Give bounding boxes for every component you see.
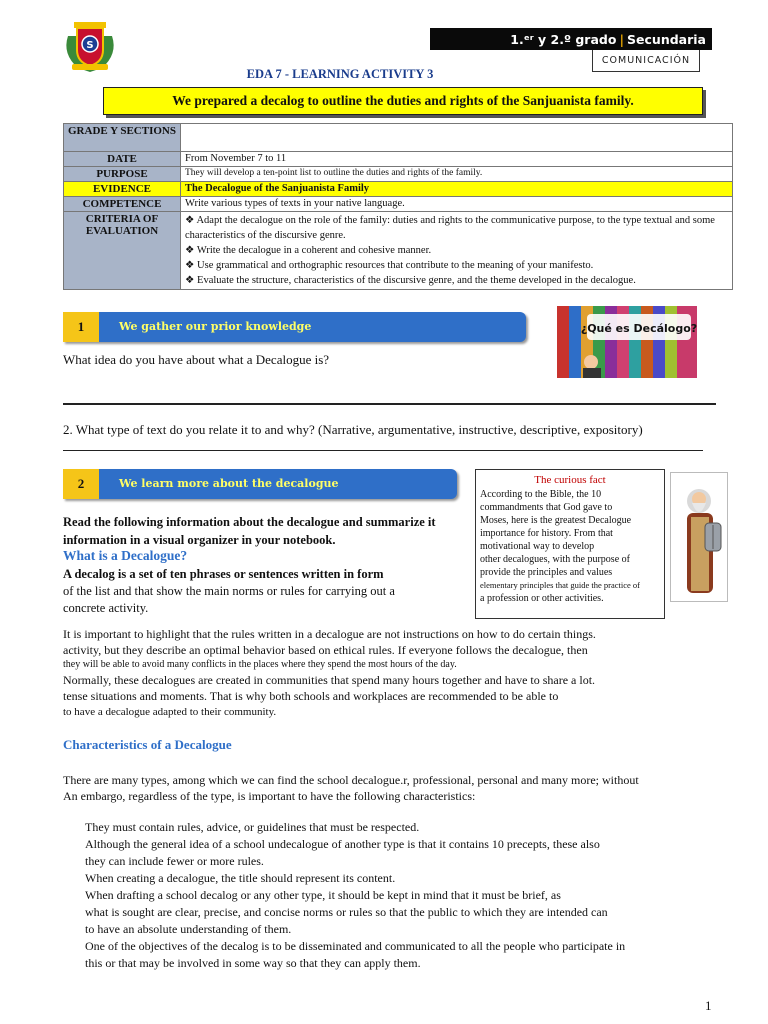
grade-text: 1.ᵉʳ y 2.º grado — [510, 31, 617, 47]
curious-line: elementary principles that guide the practice of — [480, 580, 641, 590]
criteria-list — [181, 212, 733, 290]
paragraph-line: they will be able to avoid many conflicts in the places where they spend the most hours of the day. — [63, 659, 457, 670]
definition-block — [63, 566, 395, 617]
curious-line: other decalogues, with the purpose of — [480, 554, 630, 565]
bullet-box-icon — [63, 819, 85, 836]
list-item — [63, 870, 723, 887]
decalogue-image-label: ¿Qué es Decálogo? — [580, 322, 697, 335]
paragraph-line: There are many types, among which we can find the school decalogue.r, professional, personal and many more; without — [63, 773, 639, 787]
curious-line: provide the principles and values — [480, 567, 613, 578]
list-item-text: One of the objectives of the decalog is to be disseminated and communicated to all the people who participate in — [85, 939, 626, 953]
section-1-number: 1 — [63, 312, 99, 342]
svg-text:S: S — [86, 40, 94, 51]
criteria-label: CRITERIA OF EVALUATION — [64, 212, 181, 290]
criteria-item: ❖ Write the decalogue in a coherent and cohesive manner. — [185, 245, 432, 256]
answer-line-2 — [63, 450, 703, 451]
criteria-item: ❖ Adapt the decalogue on the role of the family: duties and rights to the communicative purpose, to the type textual and some characteristics of the discursive genre. — [185, 215, 715, 241]
list-item-text: what is sought are clear, precise, and concise norms or rules so that the public to which they are intended can — [85, 905, 608, 919]
section-2-title: We learn more about the decalogue — [119, 477, 339, 490]
list-item-text: Although the general idea of a school undecalogue of another type is that it contains 10 precepts, these also — [85, 837, 600, 851]
activity-title: EDA 7 - LEARNING ACTIVITY 3 — [246, 67, 434, 81]
curious-line: Moses, here is the greatest Decalogue — [480, 515, 632, 526]
evidence-label: EVIDENCE — [64, 182, 181, 197]
list-item-text: they can include fewer or more rules. — [85, 854, 264, 868]
paragraph-line: Normally, these decalogues are created in communities that spend many hours together and have to share a lot. — [63, 673, 596, 687]
page-number: 1 — [705, 998, 712, 1013]
evidence-value: The Decalogue of the Sanjuanista Family — [181, 182, 733, 197]
date-value: From November 7 to 11 — [181, 152, 733, 167]
definition-line-2: of the list and that show the main norms or rules for carrying out a — [63, 584, 395, 598]
decalogue-image — [557, 306, 697, 378]
question-1: What idea do you have about what a Decalogue is? — [63, 352, 330, 367]
competence-value: Write various types of texts in your native language. — [181, 197, 733, 212]
purpose-banner: We prepared a decalog to outline the duties and rights of the Sanjuanista family. — [103, 87, 703, 115]
curious-fact-box — [475, 469, 665, 619]
paragraph-3 — [63, 772, 639, 804]
paragraph-line: tense situations and moments. That is why both schools and workplaces are recommended to be able to — [63, 689, 559, 703]
curious-fact-text — [480, 488, 660, 605]
criteria-item: ❖ Use grammatical and orthographic resources that contribute to the meaning of your manifesto. — [185, 260, 594, 271]
list-item-text: to have an absolute understanding of them. — [85, 922, 292, 936]
purpose-label: PURPOSE — [64, 167, 181, 182]
level-text: Secundaria — [627, 31, 706, 47]
bullet-box-icon — [63, 887, 85, 938]
curious-line: motivational way to develop — [480, 541, 595, 552]
list-item — [63, 819, 723, 836]
paragraph-line: It is important to highlight that the rules written in a decalogue are not instructions on how to do certain things. — [63, 627, 596, 641]
instruction-line-1: Read the following information about the decalogue and summarize it — [63, 515, 436, 529]
curious-line: commandments that God gave to — [480, 502, 613, 513]
criteria-item: ❖ Evaluate the structure, characteristics of the discursive genre, and the theme developed in the decalogue. — [185, 275, 636, 286]
grade-value — [181, 124, 733, 152]
list-item-text: this or that may be involved in some way so that they can apply them. — [85, 956, 421, 970]
list-item-text: They must contain rules, advice, or guidelines that must be respected. — [85, 820, 420, 834]
subject-label: COMUNICACIÓN — [592, 50, 700, 72]
list-item-text: When drafting a school decalog or any other type, it should be kept in mind that it must be brief, as — [85, 888, 561, 902]
curious-fact-title: The curious fact — [534, 474, 606, 486]
what-is-heading: What is a Decalogue? — [63, 548, 188, 563]
bullet-box-icon — [63, 938, 85, 972]
curious-line: importance for history. From that — [480, 528, 613, 539]
answer-line-1 — [63, 403, 716, 405]
date-label: DATE — [64, 152, 181, 167]
curious-line: a profession or other activities. — [480, 593, 604, 604]
characteristics-list — [63, 819, 723, 972]
grade-label: GRADE Y SECTIONS — [64, 124, 181, 152]
school-logo — [60, 14, 120, 74]
list-item-text: When creating a decalogue, the title should represent its content. — [85, 871, 396, 885]
bullet-box-icon — [63, 870, 85, 887]
instruction-line-2: information in a visual organizer in your notebook. — [63, 533, 336, 547]
competence-label: COMPETENCE — [64, 197, 181, 212]
definition-line-1: A decalog is a set of ten phrases or sentences written in form — [63, 567, 384, 581]
moses-illustration — [670, 472, 728, 602]
paragraph-line: activity, but they describe an optimal behavior based on ethical rules. If everyone follows the decalogue, then — [63, 643, 588, 657]
paragraph-line: An embargo, regardless of the type, is important to have the following characteristics: — [63, 789, 476, 803]
paragraph-line: to have a decalogue adapted to their community. — [63, 706, 277, 718]
characteristics-heading: Characteristics of a Decalogue — [63, 737, 232, 752]
list-item — [63, 836, 723, 870]
section-2-number: 2 — [63, 469, 99, 499]
list-item — [63, 887, 723, 938]
bullet-box-icon — [63, 836, 85, 870]
definition-line-3: concrete activity. — [63, 601, 149, 615]
purpose-value: They will develop a ten-point list to outline the duties and rights of the family. — [181, 167, 733, 182]
paragraph-1 — [63, 626, 596, 720]
list-item — [63, 938, 723, 972]
section-1-title: We gather our prior knowledge — [119, 320, 312, 333]
curious-line: According to the Bible, the 10 — [480, 489, 602, 500]
grade-separator: | — [619, 31, 625, 47]
question-2: 2. What type of text do you relate it to and why? (Narrative, argumentative, instructive, descriptive, expository) — [63, 422, 643, 437]
activity-info-table — [63, 123, 733, 290]
instruction-block — [63, 513, 473, 549]
grade-banner — [430, 28, 712, 50]
